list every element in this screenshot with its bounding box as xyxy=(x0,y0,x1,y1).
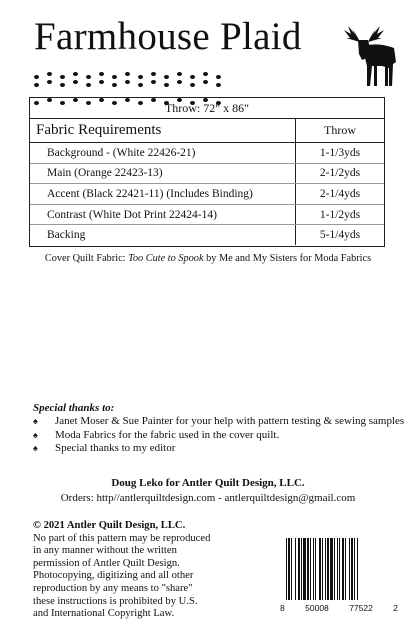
barcode-digit-group: 77522 xyxy=(349,603,373,613)
list-item xyxy=(33,442,404,456)
thanks-text: Janet Moser & Sue Painter for your help with pattern testing & sewing samples xyxy=(55,415,405,427)
table-header-row xyxy=(30,119,384,143)
barcode-digit-group: 2 xyxy=(393,603,398,613)
copyright-line: reproduction by any means to "share" xyxy=(33,582,193,594)
barcode-digit-group: 8 xyxy=(280,603,285,613)
table-header-fabric: Fabric Requirements xyxy=(30,119,296,143)
cover-suffix: by Me and My Sisters for Moda Fabrics xyxy=(203,253,372,264)
table-row xyxy=(30,184,384,205)
fabric-name: Backing xyxy=(47,229,86,242)
cover-fabric-note xyxy=(0,253,416,264)
special-thanks-title: Special thanks to: xyxy=(33,402,115,414)
fabric-amount: 1-1/2yds xyxy=(296,204,385,225)
cover-fabric-title: Too Cute to Spook xyxy=(128,253,204,264)
thanks-text: Moda Fabrics for the fabric used in the cover quilt. xyxy=(55,428,280,441)
fabric-name: Contrast (White Dot Print 22424-14) xyxy=(30,204,296,225)
hoof-bullet-icon: ♠ xyxy=(33,443,38,453)
copyright-heading: © 2021 Antler Quilt Design, LLC. xyxy=(33,520,186,531)
list-item xyxy=(33,429,404,443)
fabric-name: Main (Orange 22423-13) xyxy=(30,163,296,184)
quilt-size: Throw: 72" x 86" xyxy=(30,98,384,119)
hoof-bullet-icon: ♠ xyxy=(33,416,38,426)
author-credit: Doug Leko for Antler Quilt Design, LLC. xyxy=(111,477,305,489)
special-thanks xyxy=(33,402,404,456)
copyright-line: Photocopying, digitizing and all other xyxy=(33,570,194,582)
table-row xyxy=(30,225,384,245)
table-row xyxy=(30,143,384,164)
copyright-line: permission of Antler Quilt Design. xyxy=(33,557,180,569)
fabric-name: Background - (White 22426-21) xyxy=(30,143,296,164)
thanks-text: Special thanks to my editor xyxy=(55,442,176,454)
fabric-amount: 5-1/4yds xyxy=(296,225,385,245)
hoof-prints-icon xyxy=(34,68,334,82)
fabric-requirements-table xyxy=(29,97,385,247)
barcode-digit-group: 50008 xyxy=(305,603,329,613)
copyright-line: and International Copyright Law. xyxy=(33,608,175,620)
page-title: Farmhouse Plaid xyxy=(34,15,302,58)
table-row xyxy=(30,163,384,184)
copyright-line: these instructions is prohibited by U.S. xyxy=(33,595,198,607)
table-header-throw: Throw xyxy=(296,119,385,143)
fabric-amount: 1-1/3yds xyxy=(296,143,385,164)
table-row xyxy=(30,204,384,225)
fabric-name: Accent (Black 22421-11) (Includes Binding) xyxy=(30,184,296,205)
copyright-notice xyxy=(33,520,223,621)
cover-prefix: Cover Quilt Fabric: xyxy=(44,253,129,264)
barcode-number xyxy=(280,603,398,613)
barcode-bars xyxy=(280,538,398,602)
moose-icon xyxy=(338,24,398,88)
orders-contact: Orders: http//antlerquiltdesign.com - antlerquiltdesign@gmail.com xyxy=(60,492,356,504)
list-item xyxy=(33,415,404,429)
fabric-amount: 2-1/4yds xyxy=(296,184,385,205)
copyright-line: No part of this pattern may be reproduced xyxy=(33,532,211,544)
hoof-bullet-icon: ♠ xyxy=(33,429,38,440)
fabric-amount: 2-1/2yds xyxy=(296,163,385,184)
copyright-line: in any manner without the written xyxy=(33,545,177,557)
barcode xyxy=(280,538,398,614)
